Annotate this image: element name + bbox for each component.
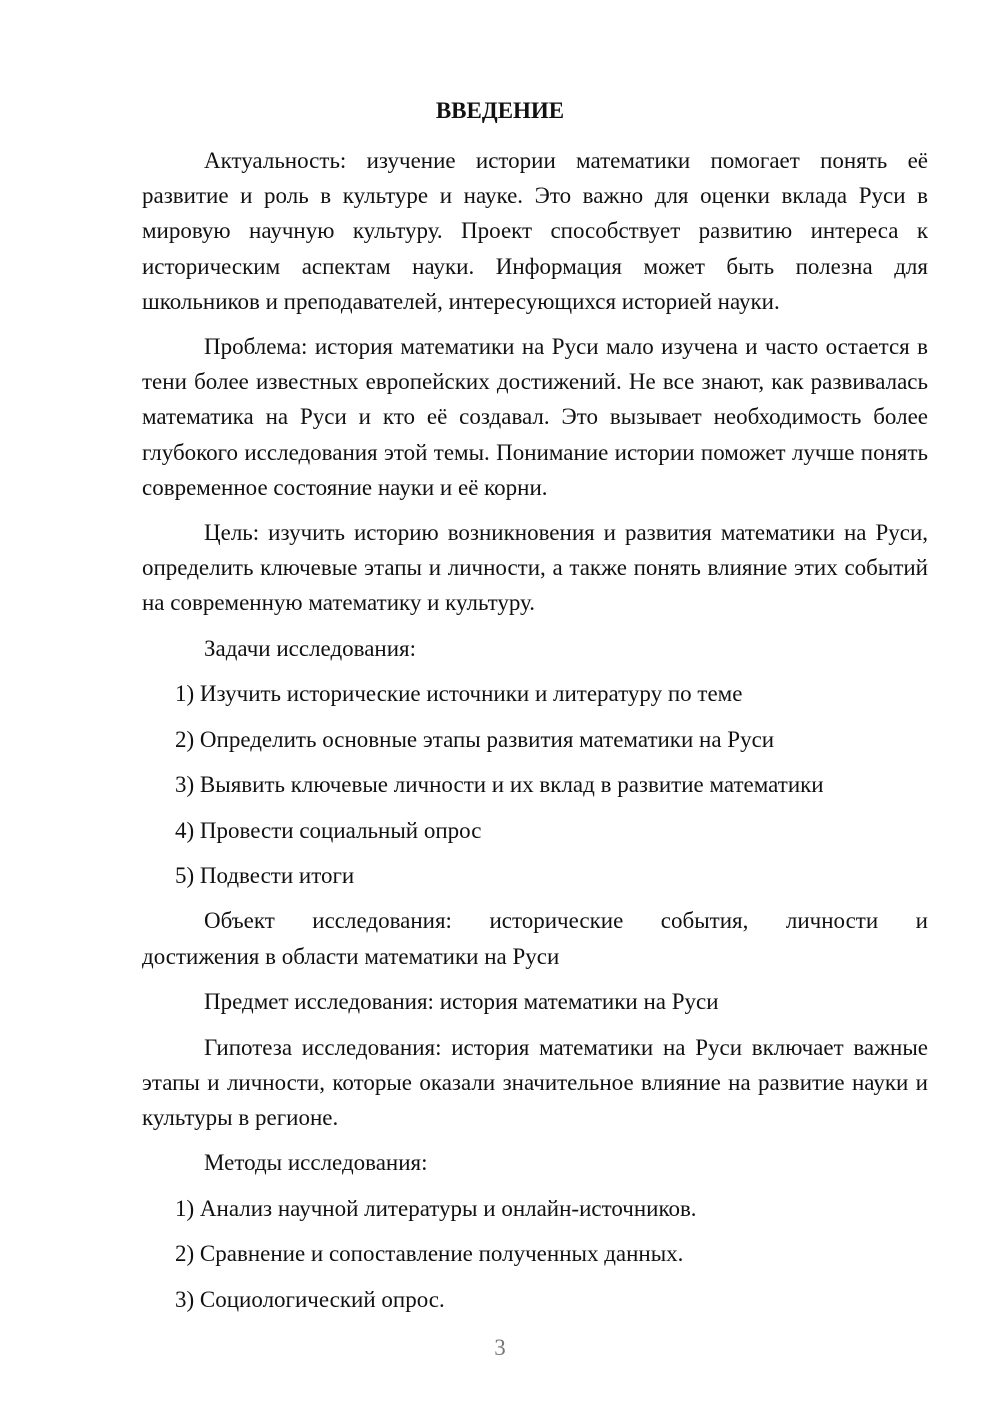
task-item-5: 5) Подвести итоги (175, 863, 355, 888)
relevance-paragraph: Актуальность: изучение истории математики помогает понять её развитие и роль в культуре и науке. Это важно для оценки вклада Руси в мировую научную культуру. Проект способствует развитию интереса к историческим аспектам науки. Информация может быть полезна для школьников и преподавателей, интересующихся историей науки. (142, 148, 928, 314)
method-item-3: 3) Социологический опрос. (175, 1287, 445, 1312)
task-item-4: 4) Провести социальный опрос (175, 818, 482, 843)
page-number: 3 (494, 1335, 506, 1360)
object-line-1: Объект исследования: исторические события, личности и (204, 908, 928, 933)
task-item-2: 2) Определить основные этапы развития математики на Руси (175, 727, 775, 752)
task-item-1: 1) Изучить исторические источники и литературу по теме (175, 681, 743, 706)
method-item-2: 2) Сравнение и сопоставление полученных данных. (175, 1241, 684, 1266)
goal-paragraph: Цель: изучить историю возникновения и развития математики на Руси, определить ключевые этапы и личности, а также понять влияние этих событий на современную математику и культуру. (142, 520, 928, 616)
tasks-heading: Задачи исследования: (204, 636, 417, 661)
problem-paragraph: Проблема: история математики на Руси мало изучена и часто остается в тени более известных европейских достижений. Не все знают, как развивалась математика на Руси и кто её создавал. Это вызывает необходимость более глубокого исследования этой темы. Понимание истории поможет лучше понять современное состояние науки и её корни. (142, 334, 928, 500)
method-item-1: 1) Анализ научной литературы и онлайн-источников. (175, 1196, 697, 1221)
page-title: ВВЕДЕНИЕ (435, 98, 565, 123)
object-line-2: достижения в области математики на Руси (142, 944, 560, 969)
methods-heading: Методы исследования: (204, 1150, 428, 1175)
task-item-3: 3) Выявить ключевые личности и их вклад в развитие математики (175, 772, 824, 797)
subject-line: Предмет исследования: история математики на Руси (204, 989, 719, 1014)
hypothesis-paragraph: Гипотеза исследования: история математики на Руси включает важные этапы и личности, которые оказали значительное влияние на развитие науки и культуры в регионе. (142, 1035, 928, 1131)
